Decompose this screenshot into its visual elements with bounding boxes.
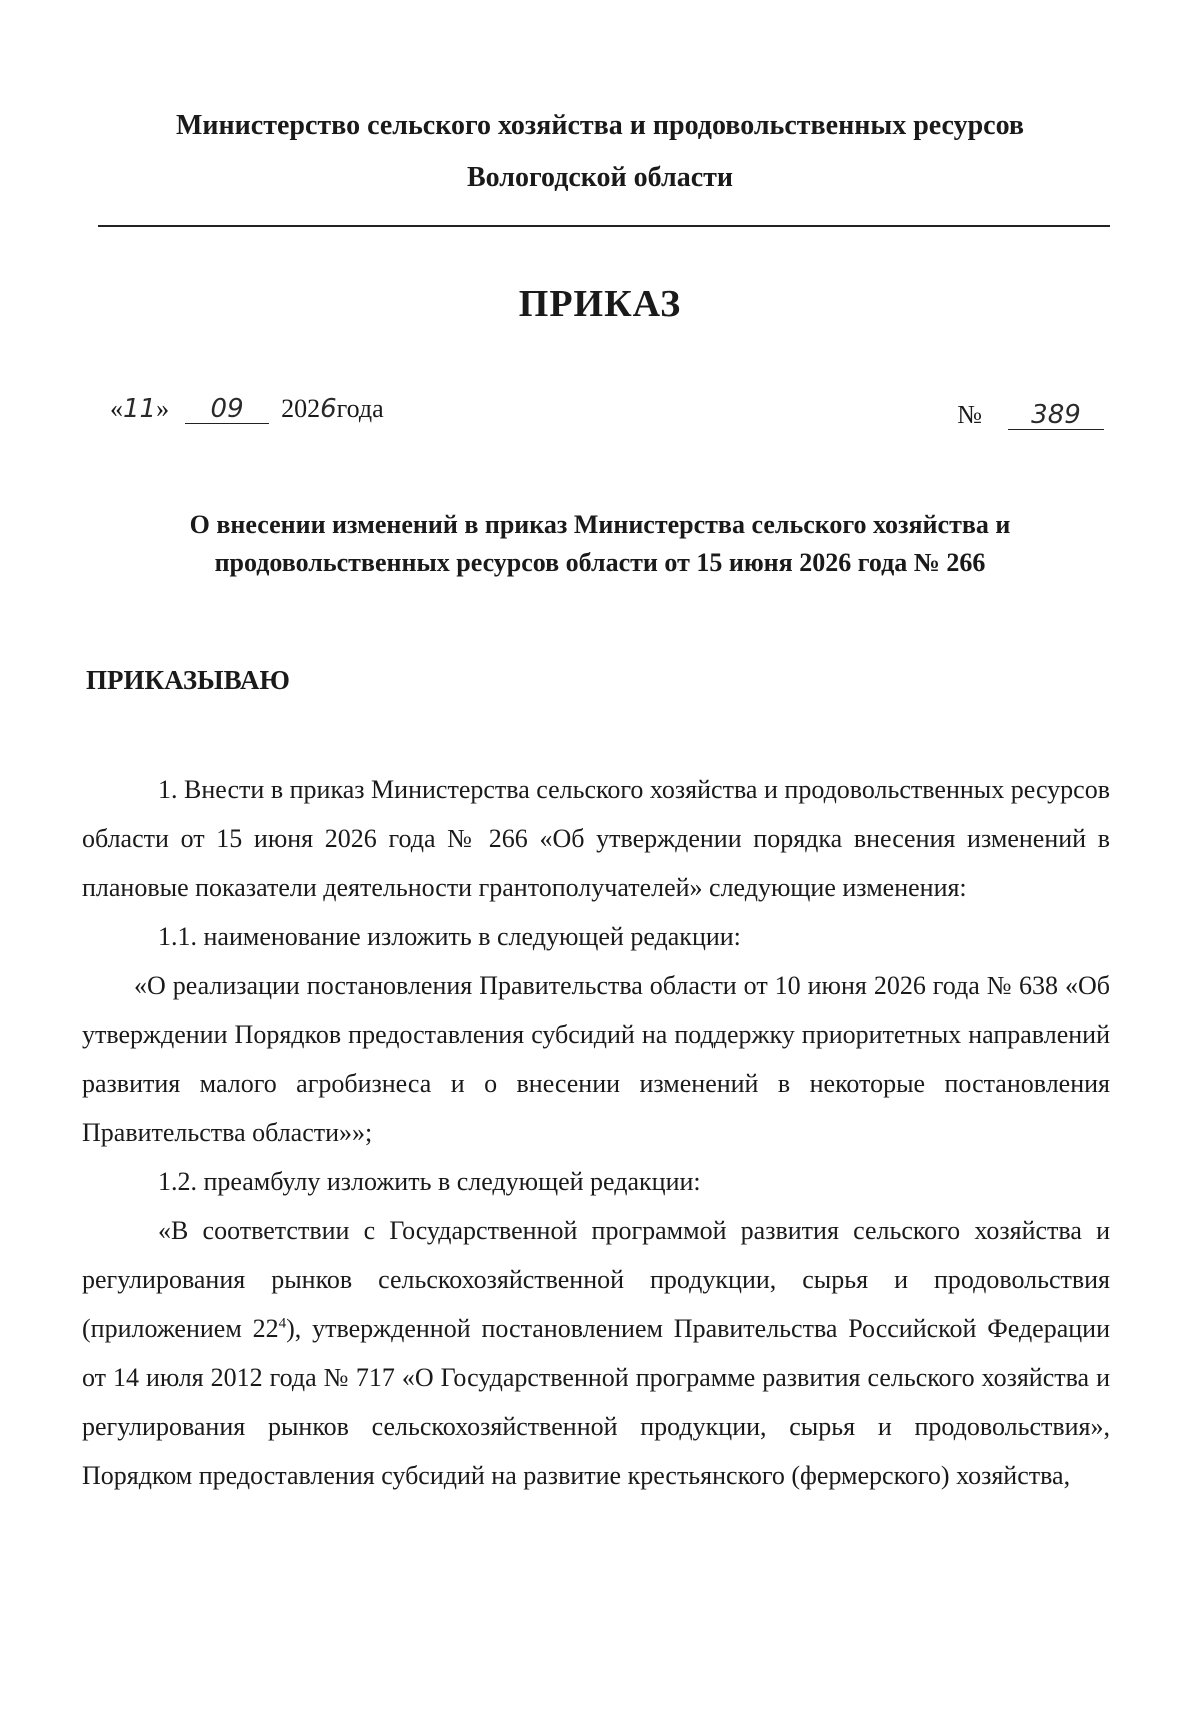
date-month: 09 (185, 395, 269, 424)
paragraph-1-2-text (82, 1206, 1110, 1500)
paragraph-1-2-text-a: «В соответствии с Государственной программой развития сельского хозяйства и регулирования рынков сельскохозяйственной продукции, сырья и продовольствия (приложением 22 (82, 1216, 1110, 1343)
date-close-quote: » (156, 394, 170, 423)
order-body (82, 765, 1110, 1500)
paragraph-1-2-text-b: ), утвержденной постановлением Правительства Российской Федерации от 14 июля 2012 года № 717 «О Государственной программе развития сельского хозяйства и регулирования рынков сельскохозяйственной продукции, сырья и продовольствия», Порядком предоставления субсидий на развитие крестьянского (фермерского) хозяйства, (82, 1314, 1110, 1490)
paragraph-1: 1. Внести в приказ Министерства сельского хозяйства и продовольственных ресурсов области от 15 июня 2026 года № 266 «Об утверждении порядка внесения изменений в плановые показатели деятельности грантополучателей» следующие изменения: (82, 775, 1110, 902)
date-year-prefix: 202 (281, 394, 321, 423)
order-subject (130, 506, 1070, 582)
subject-line2: продовольственных ресурсов области от 15 июня 2026 года № 266 (214, 548, 986, 577)
ministry-header (80, 100, 1120, 204)
paragraph-1-1-text: «О реализации постановления Правительства области от 10 июня 2026 года № 638 «Об утверждении Порядков предоставления субсидий на поддержку приоритетных направлений развития малого агробизнеса и о внесении изменений в некоторые постановления Правительства области»»; (82, 971, 1110, 1147)
date-year-suffix: года (336, 394, 384, 423)
paragraph-1-2: 1.2. преамбулу изложить в следующей редакции: (158, 1167, 701, 1196)
order-date (110, 394, 384, 424)
order-directive: ПРИКАЗЫВАЮ (86, 665, 290, 695)
order-number (957, 400, 1104, 430)
document-type-title: ПРИКАЗ (518, 283, 682, 325)
date-open-quote: « (110, 394, 123, 423)
header-divider (98, 225, 1110, 227)
number-value: 389 (1008, 401, 1104, 430)
ministry-name-line1: Министерство сельского хозяйства и продовольственных ресурсов (175, 110, 1025, 141)
subject-line1: О внесении изменений в приказ Министерства сельского хозяйства и (189, 510, 1011, 539)
paragraph-1-2-superscript: 4 (278, 1315, 287, 1332)
date-year-handwritten: 6 (320, 394, 337, 424)
ministry-name-line2: Вологодской области (466, 162, 734, 193)
number-sign: № (957, 400, 982, 429)
paragraph-1-1: 1.1. наименование изложить в следующей редакции: (158, 922, 741, 951)
date-day: 11 (123, 394, 157, 424)
